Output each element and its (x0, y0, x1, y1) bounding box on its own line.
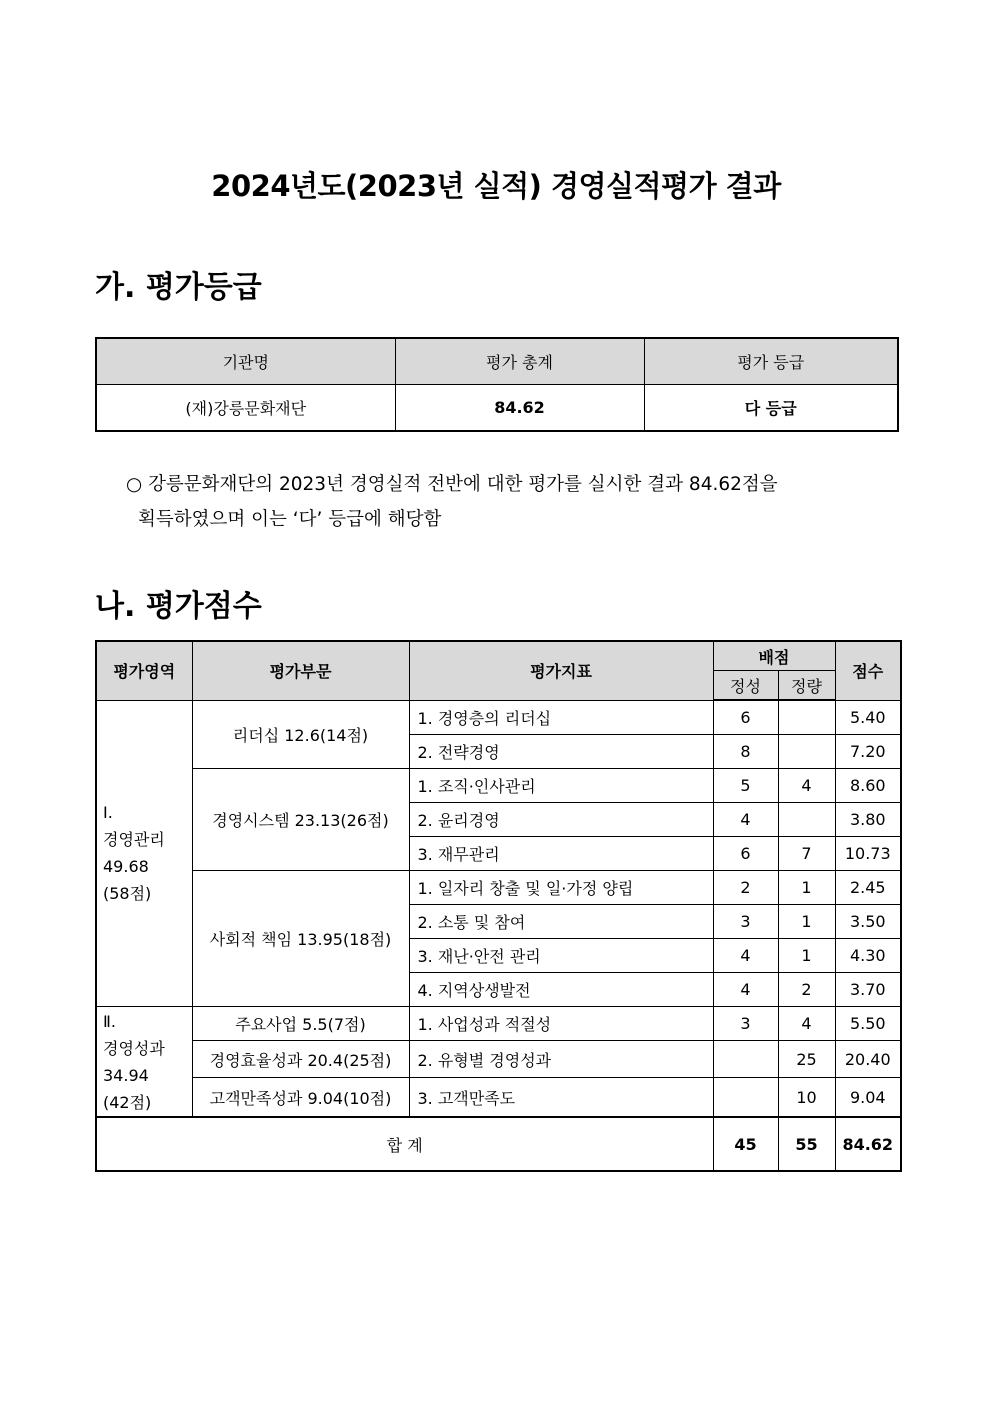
qual-value (713, 1041, 778, 1078)
score-table (95, 640, 902, 1172)
table-row (96, 1007, 901, 1041)
qual-value: 4 (713, 973, 778, 1007)
quant-value: 10 (778, 1078, 835, 1118)
indicator: 4. 지역상생발전 (409, 973, 713, 1007)
area-management (96, 700, 192, 1007)
qual-value: 6 (713, 837, 778, 871)
total-score: 84.62 (395, 385, 644, 432)
score-value: 20.40 (835, 1041, 901, 1078)
header-indicator: 평가지표 (409, 641, 713, 700)
header-score: 점수 (835, 641, 901, 700)
indicator: 2. 유형별 경영성과 (409, 1041, 713, 1078)
quant-value: 25 (778, 1041, 835, 1078)
summary-line-1: ○ 강릉문화재단의 2023년 경영실적 전반에 대한 평가를 실시한 결과 84.62점을 (126, 474, 778, 495)
section-heading-grade: 가. 평가등급 (95, 270, 262, 305)
quant-value: 4 (778, 1007, 835, 1041)
indicator: 1. 일자리 창출 및 일·가정 양립 (409, 871, 713, 905)
org-name: (재)강릉문화재단 (96, 385, 395, 432)
page-title: 2024년도(2023년 실적) 경영실적평가 결과 (211, 169, 781, 203)
score-value: 3.70 (835, 973, 901, 1007)
score-value: 5.40 (835, 700, 901, 735)
score-value: 7.20 (835, 735, 901, 769)
summary-paragraph (126, 467, 874, 537)
qual-value: 3 (713, 905, 778, 939)
area-points: (58점) (103, 884, 152, 904)
indicator: 3. 재난·안전 관리 (409, 939, 713, 973)
score-value: 10.73 (835, 837, 901, 871)
quant-value (778, 700, 835, 735)
header-qual: 정성 (713, 671, 778, 701)
part-main: 주요사업 5.5(7점) (192, 1007, 409, 1041)
indicator: 2. 소통 및 참여 (409, 905, 713, 939)
area-number: Ⅱ. (103, 1011, 116, 1031)
score-value: 5.50 (835, 1007, 901, 1041)
quant-value: 1 (778, 939, 835, 973)
qual-value: 4 (713, 939, 778, 973)
total-row (96, 1117, 901, 1171)
quant-value: 2 (778, 973, 835, 1007)
area-score: 34.94 (103, 1065, 149, 1085)
area-points: (42점) (103, 1092, 152, 1112)
area-score: 49.68 (103, 857, 149, 877)
qual-value: 6 (713, 700, 778, 735)
grade-table-header (96, 338, 898, 385)
qual-value: 2 (713, 871, 778, 905)
grade-table (95, 337, 899, 432)
part-customer: 고객만족성과 9.04(10점) (192, 1078, 409, 1118)
header-allot: 배점 (713, 641, 835, 671)
header-quant: 정량 (778, 671, 835, 701)
grade-table-row (96, 385, 898, 432)
header-org: 기관명 (96, 338, 395, 385)
area-name: 경영관리 (103, 830, 165, 850)
indicator: 2. 전략경영 (409, 735, 713, 769)
indicator: 2. 윤리경영 (409, 803, 713, 837)
area-performance (96, 1007, 192, 1118)
indicator: 1. 경영층의 리더십 (409, 700, 713, 735)
qual-value: 4 (713, 803, 778, 837)
qual-value (713, 1078, 778, 1118)
total-qual: 45 (713, 1117, 778, 1171)
part-efficiency: 경영효율성과 20.4(25점) (192, 1041, 409, 1078)
quant-value: 1 (778, 871, 835, 905)
header-part: 평가부문 (192, 641, 409, 700)
quant-value: 4 (778, 769, 835, 803)
indicator: 3. 재무관리 (409, 837, 713, 871)
summary-line-2: 획득하였으며 이는 ‘다’ 등급에 해당함 (138, 509, 442, 530)
score-value: 2.45 (835, 871, 901, 905)
total-score: 84.62 (835, 1117, 901, 1171)
score-value: 3.50 (835, 905, 901, 939)
score-value: 8.60 (835, 769, 901, 803)
qual-value: 5 (713, 769, 778, 803)
score-table-header (96, 641, 901, 671)
indicator: 3. 고객만족도 (409, 1078, 713, 1118)
part-leadership: 리더십 12.6(14점) (192, 700, 409, 769)
indicator: 1. 사업성과 적절성 (409, 1007, 713, 1041)
qual-value: 8 (713, 735, 778, 769)
quant-value: 1 (778, 905, 835, 939)
table-row (96, 1041, 901, 1078)
qual-value: 3 (713, 1007, 778, 1041)
table-row (96, 1078, 901, 1118)
area-name: 경영성과 (103, 1038, 165, 1058)
score-value: 3.80 (835, 803, 901, 837)
header-area: 평가영역 (96, 641, 192, 700)
score-value: 9.04 (835, 1078, 901, 1118)
table-row (96, 769, 901, 803)
quant-value: 7 (778, 837, 835, 871)
table-row (96, 700, 901, 735)
total-quant: 55 (778, 1117, 835, 1171)
total-label: 합 계 (96, 1117, 713, 1171)
quant-value (778, 803, 835, 837)
header-grade: 평가 등급 (644, 338, 898, 385)
table-row (96, 871, 901, 905)
part-system: 경영시스템 23.13(26점) (192, 769, 409, 871)
section-heading-score: 나. 평가점수 (95, 589, 262, 624)
part-social: 사회적 책임 13.95(18점) (192, 871, 409, 1007)
header-total: 평가 총계 (395, 338, 644, 385)
score-value: 4.30 (835, 939, 901, 973)
quant-value (778, 735, 835, 769)
indicator: 1. 조직·인사관리 (409, 769, 713, 803)
area-number: Ⅰ. (103, 803, 113, 823)
grade-value: 다 등급 (644, 385, 898, 432)
